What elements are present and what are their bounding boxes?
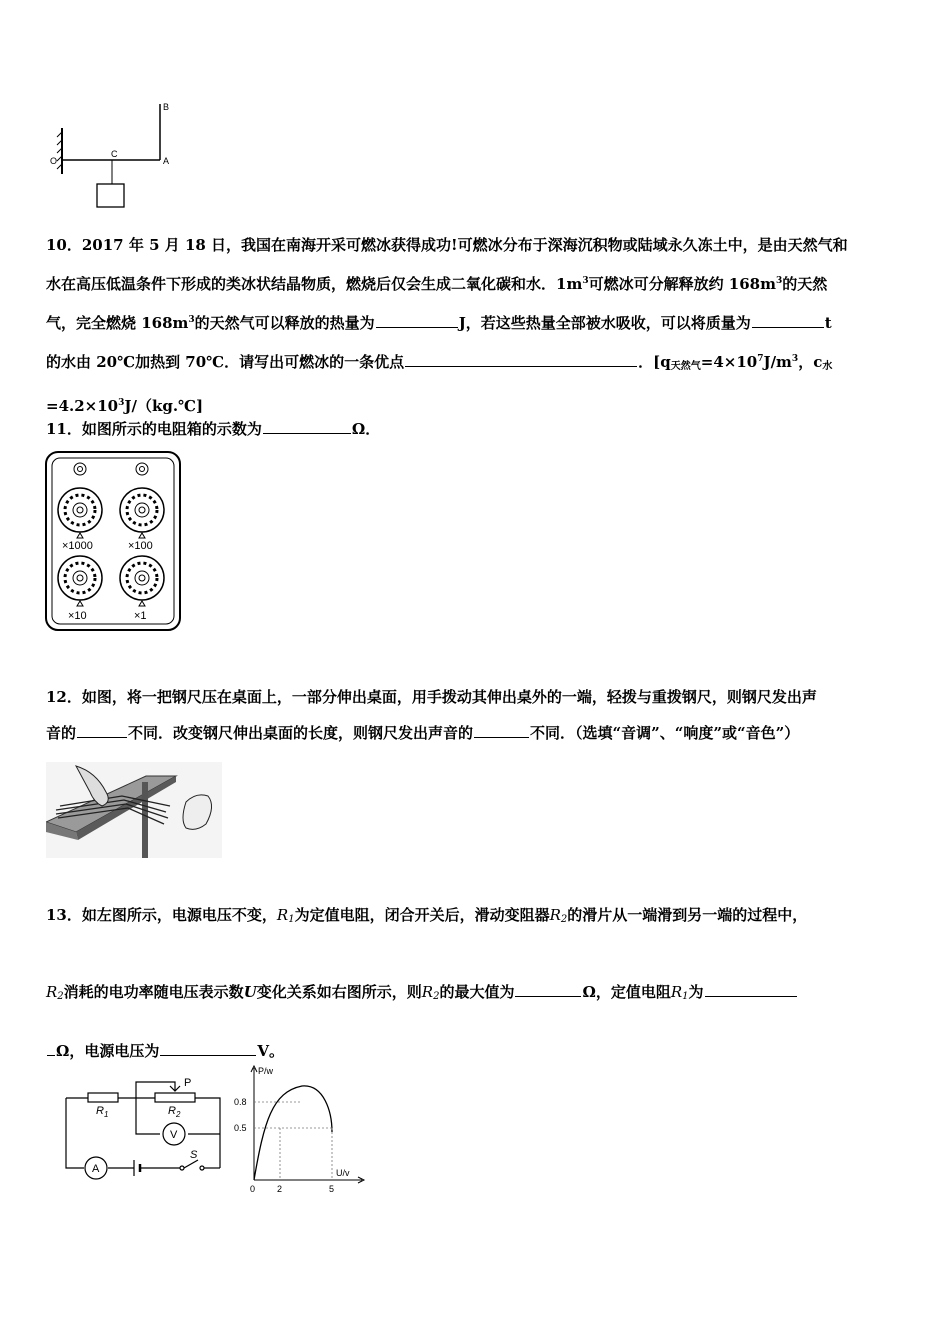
circuit-diagram [60, 1074, 230, 1184]
steel-ruler-figure [46, 762, 222, 858]
answer-blank[interactable] [263, 417, 351, 434]
dial-x100 [120, 488, 164, 538]
graph-x-tick: 5 [329, 1184, 335, 1194]
graph-x-axis-label: U/v [336, 1168, 350, 1178]
graph-y-axis-label: P/w [258, 1066, 274, 1076]
answer-blank[interactable] [376, 311, 458, 328]
answer-blank[interactable] [705, 980, 797, 997]
dial-x10 [58, 556, 102, 606]
label-p: P [184, 1077, 192, 1089]
label-b: B [163, 102, 170, 112]
dial-label: ×1 [134, 610, 147, 622]
answer-blank[interactable] [405, 350, 637, 367]
dial-label: ×100 [128, 540, 153, 552]
power-voltage-graph [232, 1062, 372, 1194]
answer-blank[interactable] [752, 311, 824, 328]
graph-y-tick: 0.8 [234, 1097, 247, 1107]
dial-label: ×1000 [62, 540, 93, 552]
switch-label: S [190, 1149, 198, 1161]
q10-line-4: 的水由 20℃加热到 70℃．请写出可燃冰的一条优点 ．[$q_{天然气}=4\times 10^7J/m^3$，$c_水$ [46, 341, 906, 385]
q13-line-1: 13．如左图所示，电源电压不变，$R_1$为定值电阻，闭合开关后，滑动变阻器$R_2$的滑片从一端滑到另一端的过程中， [46, 906, 808, 925]
question-10 [46, 227, 906, 424]
dial-x1 [120, 556, 164, 606]
answer-blank[interactable] [77, 721, 127, 738]
question-13 [46, 895, 906, 1071]
label-r1: $R_1$ [96, 1105, 109, 1119]
label-a: A [163, 156, 170, 166]
q13-line-3: Ω，电源电压为 V。 [46, 1031, 906, 1071]
q10-line-2: 水在高压低温条件下形成的类冰状结晶物质，燃烧后仅会生成二氧化碳和水．$1m^3$可燃冰可分解释放约 $168m^3$的天然 [46, 275, 828, 293]
question-12 [46, 679, 906, 751]
graph-y-tick: 0.5 [234, 1123, 247, 1133]
graph-x-tick: 2 [277, 1184, 283, 1194]
lever-figure [44, 98, 184, 213]
q12-line-1: 12．如图，将一把钢尺压在桌面上，一部分伸出桌面，用手拨动其伸出桌外的一端，轻拨与重拨钢尺，则钢尺发出声 [46, 688, 817, 706]
label-o: O [50, 156, 58, 166]
q10-line-5: $=4.2\times 10^3J/(kg.℃]$ [46, 397, 204, 415]
q12-line-2: 音的 不同．改变钢尺伸出桌面的长度，则钢尺发出声音的 不同．（选填“音调”、“响度”或“音色”） [46, 715, 906, 751]
q10-line-1: 10．2017 年 5 月 18 日，我国在南海开采可燃冰获得成功!可燃冰分布于深海沉积物或陆域永久冻土中，是由天然气和 [46, 236, 848, 254]
voltmeter-label: V [170, 1129, 178, 1141]
label-r2: $R_2$ [168, 1105, 181, 1119]
question-11: 11．如图所示的电阻箱的示数为 Ω． [46, 411, 906, 447]
answer-blank[interactable] [160, 1039, 256, 1056]
q13-line-2: $R_2$消耗的电功率随电压表示数U变化关系如右图所示，则$R_2$的最大值为 Ω，定值电阻$R_1$为 [46, 972, 906, 1017]
q10-line-3: 气，完全燃烧 $168m^3$的天然气可以释放的热量为 J，若这些热量全部被水吸收，可以将质量为 t [46, 302, 906, 341]
dial-label: ×10 [68, 610, 87, 622]
resistance-box-figure [44, 450, 184, 634]
label-c: C [111, 149, 118, 159]
answer-blank[interactable] [515, 980, 581, 997]
ammeter-label: A [92, 1163, 100, 1175]
graph-x-tick: 0 [250, 1184, 256, 1194]
answer-blank[interactable] [474, 721, 529, 738]
dial-x1000 [58, 488, 102, 538]
answer-blank[interactable] [47, 1039, 55, 1056]
